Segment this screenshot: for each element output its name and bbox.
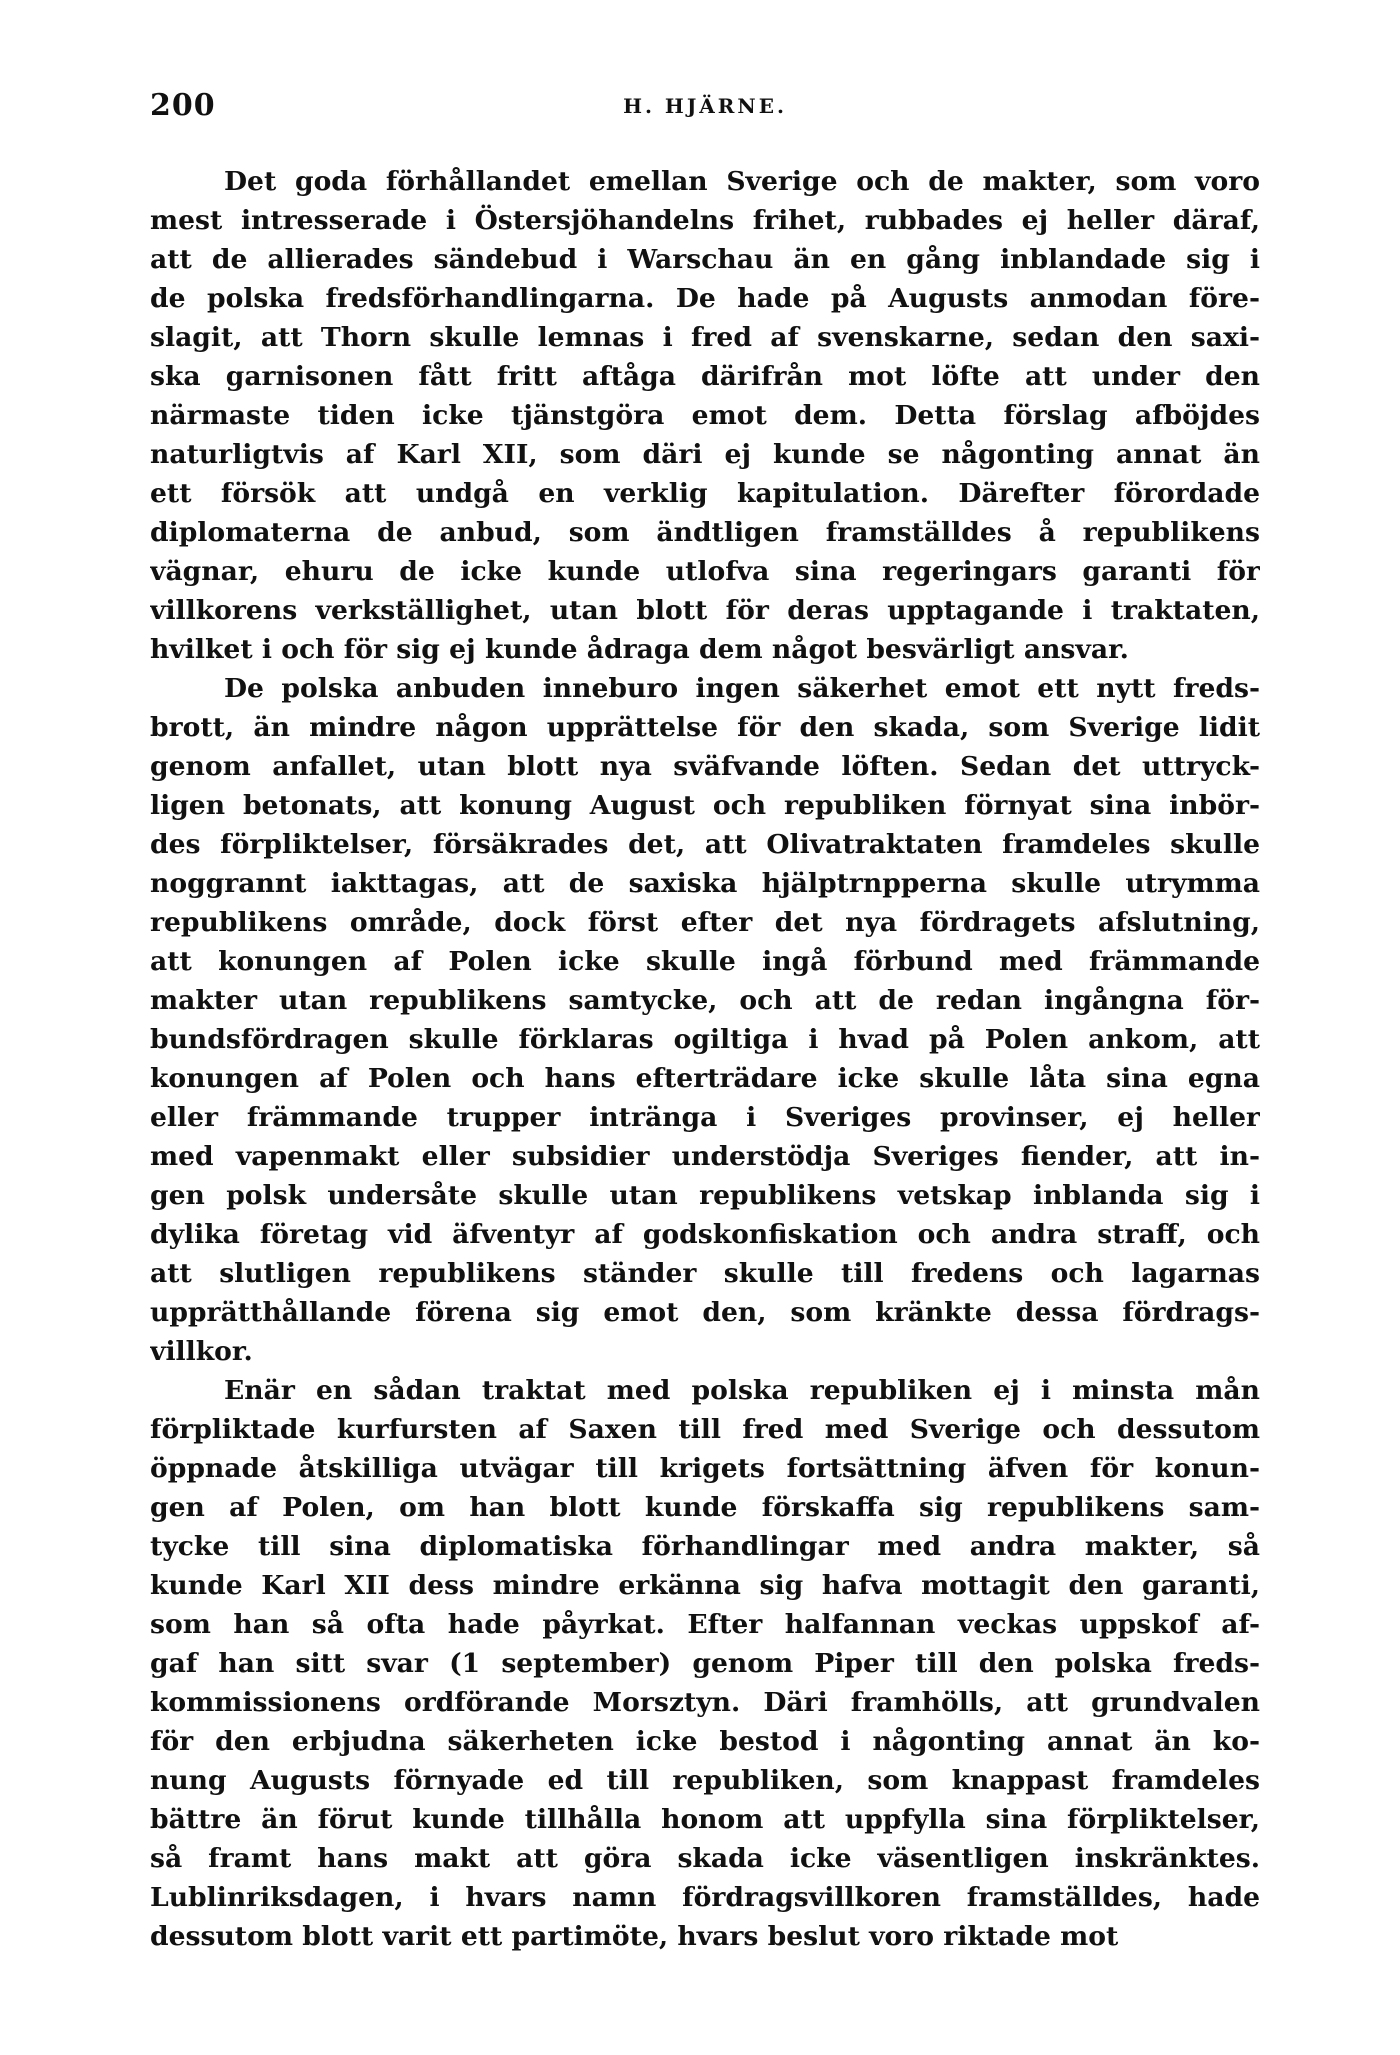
text-line: hvilket i och för sig ej kunde ådraga dem något besvärligt ansvar. <box>150 634 1129 665</box>
text-line: närmaste tiden icke tjänstgöra emot dem. Detta förslag afböjdes <box>150 400 1260 431</box>
text-line: gen polsk undersåte skulle utan republikens vetskap inblanda sig i <box>150 1180 1260 1211</box>
paragraph <box>150 162 1260 669</box>
text-line: att konungen af Polen icke skulle ingå förbund med främmande <box>150 946 1260 977</box>
text-line: som han så ofta hade påyrkat. Efter halfannan veckas uppskof af- <box>150 1609 1260 1640</box>
text-line: öppnade åtskilliga utvägar till krigets fortsättning äfven för konun- <box>150 1453 1260 1484</box>
text-line: för den erbjudna säkerheten icke bestod i någonting annat än ko- <box>150 1726 1260 1757</box>
text-line: republikens område, dock först efter det nya fördragets afslutning, <box>150 907 1260 938</box>
text-line: att de allierades sändebud i Warschau än en gång inblandade sig i <box>150 244 1260 275</box>
text-line: De polska anbuden inneburo ingen säkerhet emot ett nytt freds- <box>224 673 1260 704</box>
text-line: genom anfallet, utan blott nya sväfvande löften. Sedan det uttryck- <box>150 751 1260 782</box>
text-line: naturligtvis af Karl XII, som däri ej kunde se någonting annat än <box>150 439 1260 470</box>
text-line: förpliktade kurfursten af Saxen till fred med Sverige och dessutom <box>150 1414 1260 1445</box>
text-line: vägnar, ehuru de icke kunde utlofva sina regeringars garanti för <box>150 556 1260 587</box>
text-line: mest intresserade i Östersjöhandelns frihet, rubbades ej heller däraf, <box>150 205 1260 236</box>
text-line: villkor. <box>150 1336 253 1367</box>
text-line: bundsfördragen skulle förklaras ogiltiga i hvad på Polen ankom, att <box>150 1024 1260 1055</box>
paragraph <box>150 669 1260 1371</box>
text-line: Det goda förhållandet emellan Sverige och de makter, som voro <box>224 166 1260 197</box>
text-line: makter utan republikens samtycke, och att de redan ingångna för- <box>150 985 1260 1016</box>
body-text <box>150 162 1260 1956</box>
text-line: upprätthållande förena sig emot den, som kränkte dessa fördrags- <box>150 1297 1260 1328</box>
text-line: med vapenmakt eller subsidier understödja Sveriges fiender, att in- <box>150 1141 1260 1172</box>
text-line: Enär en sådan traktat med polska republiken ej i minsta mån <box>224 1375 1260 1406</box>
text-line: tycke till sina diplomatiska förhandlingar med andra makter, så <box>150 1531 1260 1562</box>
text-line: diplomaterna de anbud, som ändtligen framställdes å republikens <box>150 517 1260 548</box>
text-line: dessutom blott varit ett partimöte, hvars beslut voro riktade mot <box>150 1921 1119 1952</box>
text-line: kunde Karl XII dess mindre erkänna sig hafva mottagit den garanti, <box>150 1570 1260 1601</box>
running-head: H. HJÄRNE. <box>623 94 787 118</box>
page-number: 200 <box>150 88 216 123</box>
paragraph <box>150 1371 1260 1956</box>
text-line: konungen af Polen och hans efterträdare icke skulle låta sina egna <box>150 1063 1260 1094</box>
text-line: gaf han sitt svar (1 september) genom Piper till den polska freds- <box>150 1648 1260 1679</box>
text-line: Lublinriksdagen, i hvars namn fördragsvillkoren framställdes, hade <box>150 1882 1260 1913</box>
book-page <box>150 88 1260 1956</box>
text-line: ska garnisonen fått fritt aftåga därifrån mot löfte att under den <box>150 361 1260 392</box>
text-line: ligen betonats, att konung August och republiken förnyat sina inbör- <box>150 790 1260 821</box>
text-line: des förpliktelser, försäkrades det, att Olivatraktaten framdeles skulle <box>150 829 1260 860</box>
text-line: ett försök att undgå en verklig kapitulation. Därefter förordade <box>150 478 1260 509</box>
text-line: noggrannt iakttagas, att de saxiska hjälptrnpperna skulle utrymma <box>150 868 1260 899</box>
text-line: att slutligen republikens ständer skulle till fredens och lagarnas <box>150 1258 1260 1289</box>
text-line: eller främmande trupper intränga i Sveriges provinser, ej heller <box>150 1102 1260 1133</box>
text-line: dylika företag vid äfventyr af godskonfiskation och andra straff, och <box>150 1219 1260 1250</box>
page-header <box>150 88 1260 138</box>
text-line: så framt hans makt att göra skada icke väsentligen inskränktes. <box>150 1843 1260 1874</box>
text-line: bättre än förut kunde tillhålla honom att uppfylla sina förpliktelser, <box>150 1804 1260 1835</box>
text-line: brott, än mindre någon upprättelse för den skada, som Sverige lidit <box>150 712 1260 743</box>
text-line: de polska fredsförhandlingarna. De hade på Augusts anmodan före- <box>150 283 1260 314</box>
text-line: villkorens verkställighet, utan blott för deras upptagande i traktaten, <box>150 595 1260 626</box>
text-line: kommissionens ordförande Morsztyn. Däri framhölls, att grundvalen <box>150 1687 1260 1718</box>
text-line: gen af Polen, om han blott kunde förskaffa sig republikens sam- <box>150 1492 1260 1523</box>
text-line: nung Augusts förnyade ed till republiken, som knappast framdeles <box>150 1765 1260 1796</box>
text-line: slagit, att Thorn skulle lemnas i fred af svenskarne, sedan den saxi- <box>150 322 1260 353</box>
